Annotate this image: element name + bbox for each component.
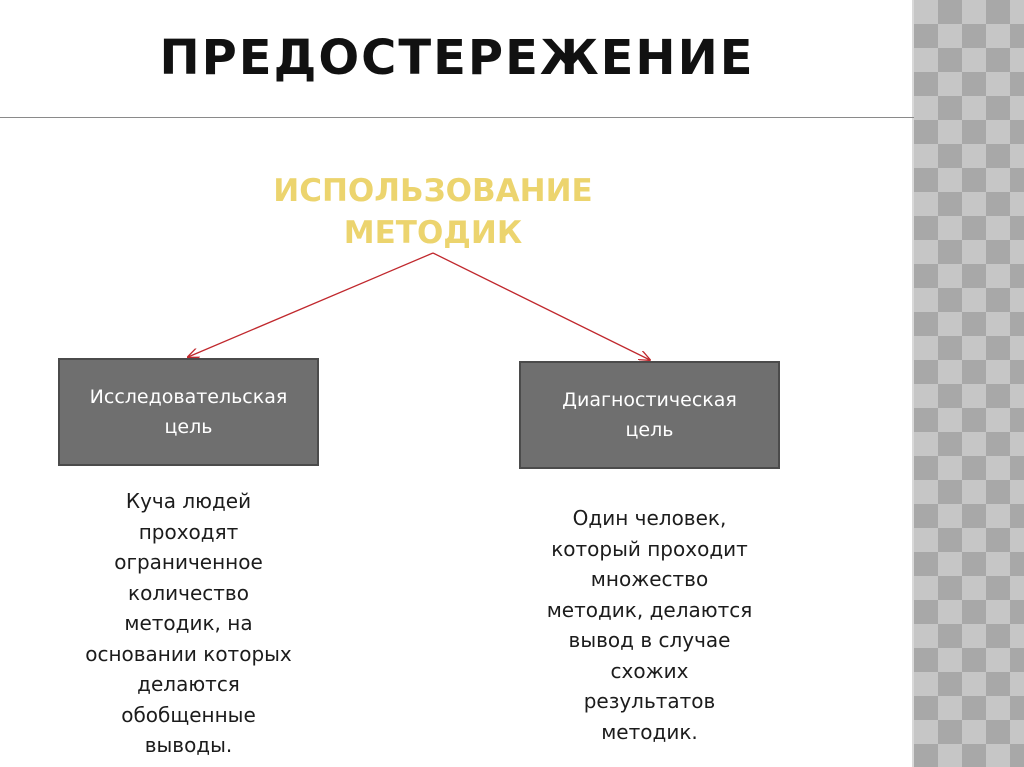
diagnostic-goal-label: Диагностическая цель xyxy=(562,389,737,441)
slide-title: ПРЕДОСТЕРЕЖЕНИЕ xyxy=(159,30,755,86)
arrow-to-right-box xyxy=(433,253,650,360)
decorative-pattern-panel xyxy=(914,0,1024,767)
root-node-label: ИСПОЛЬЗОВАНИЕ МЕТОДИК xyxy=(273,173,593,251)
diagnostic-goal-box xyxy=(519,361,780,469)
research-goal-description: Куча людей проходят ограниченное количество методик, на основании которых делаются обобщенные выводы. xyxy=(85,489,292,757)
research-goal-label: Исследовательская цель xyxy=(89,386,288,438)
arrow-to-left-box xyxy=(188,253,433,357)
research-goal-box xyxy=(58,358,319,466)
diagnostic-goal-description: Один человек, который проходит множество методик, делаются вывод в случае схожих результатов методик. xyxy=(546,506,753,744)
